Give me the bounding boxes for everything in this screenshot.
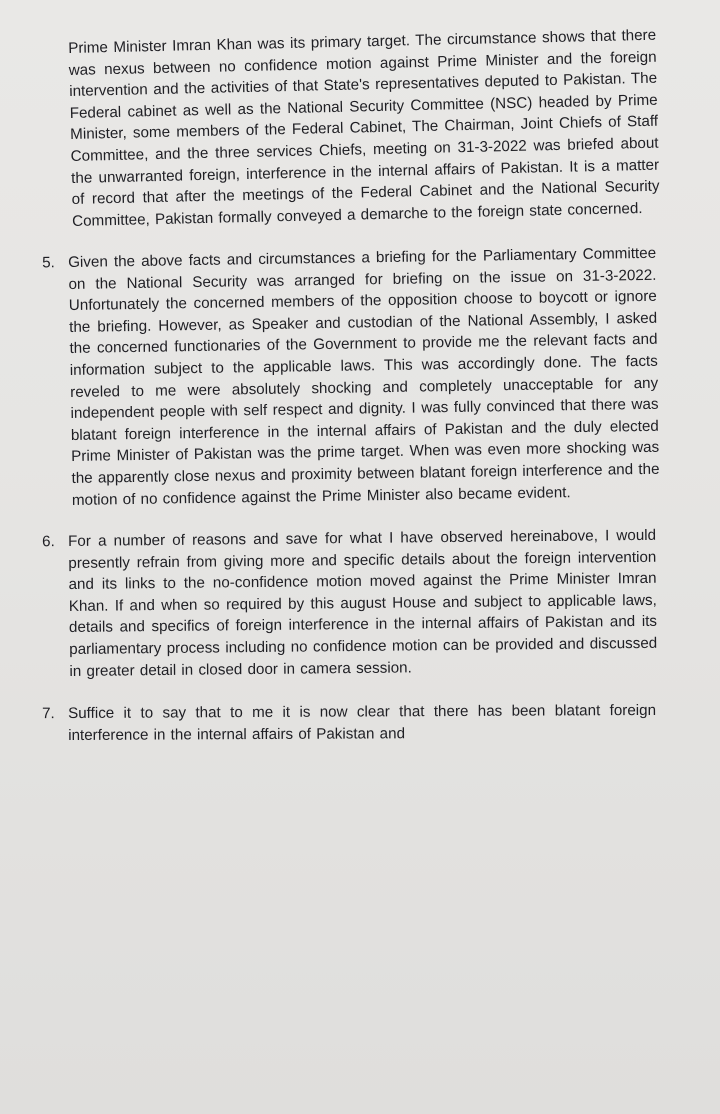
paragraph-6: [42, 525, 658, 682]
paragraph-number: 7.: [42, 704, 55, 722]
paragraph-text: For a number of reasons and save for what I have observed hereinabove, I would presently refrain from giving more and specific details about the foreign intervention and its links to the no-confidence motion moved against the Prime Minister Imran Khan. If and when so required by this august House and subject to applicable laws, details and specifics of foreign interference in the internal affairs of Pakistan and its parliamentary process including no confidence motion can be provided and discussed in greater detail in closed door in camera session.: [68, 527, 658, 681]
paragraph-7: [42, 700, 657, 746]
paragraph-number: 5.: [42, 254, 55, 272]
paragraph-text: Suffice it to say that to me it is now clear that there has been blatant foreign interference in the internal affairs of Pakistan and: [68, 701, 657, 744]
paragraph-4-continued: [68, 25, 660, 233]
paragraph-number: 6.: [42, 533, 55, 551]
paragraph-text: Prime Minister Imran Khan was its primary target. The circumstance shows that there was nexus between no confidence motion against Prime Minister and the foreign intervention and the activities of that State's representatives deputed to Pakistan. The Federal cabinet as well as the National Security Committee (NSC) headed by Prime Minister, some members of the Federal Cabinet, The Chairman, Joint Chiefs of Staff Committee, and the three services Chiefs, meeting on 31-3-2022 was briefed about the unwarranted foreign, interference in the internal affairs of Pakistan. It is a matter of record that after the meetings of the Federal Cabinet and the National Security Committee, Pakistan formally conveyed a demarche to the foreign state concerned.: [68, 26, 660, 230]
paragraph-5: [42, 243, 660, 511]
paragraph-text: Given the above facts and circumstances a briefing for the Parliamentary Committee on the National Security was arranged for briefing on the issue on 31-3-2022. Unfortunately the concerned members of the opposition choose to boycott or ignore the briefing. However, as Speaker and custodian of the National Assembly, I asked the concerned functionaries of the Government to provide me the relevant facts and information subject to the applicable laws. This was accordingly done. The facts reveled to me were absolutely shocking and completely unacceptable for any independent people with self respect and dignity. I was fully convinced that there was blatant foreign interference in the internal affairs of Pakistan and the duly elected Prime Minister of Pakistan was the prime target. When was even more shocking was the apparently close nexus and proximity between blatant foreign interference and the motion of no confidence against the Prime Minister also became evident.: [68, 245, 660, 509]
